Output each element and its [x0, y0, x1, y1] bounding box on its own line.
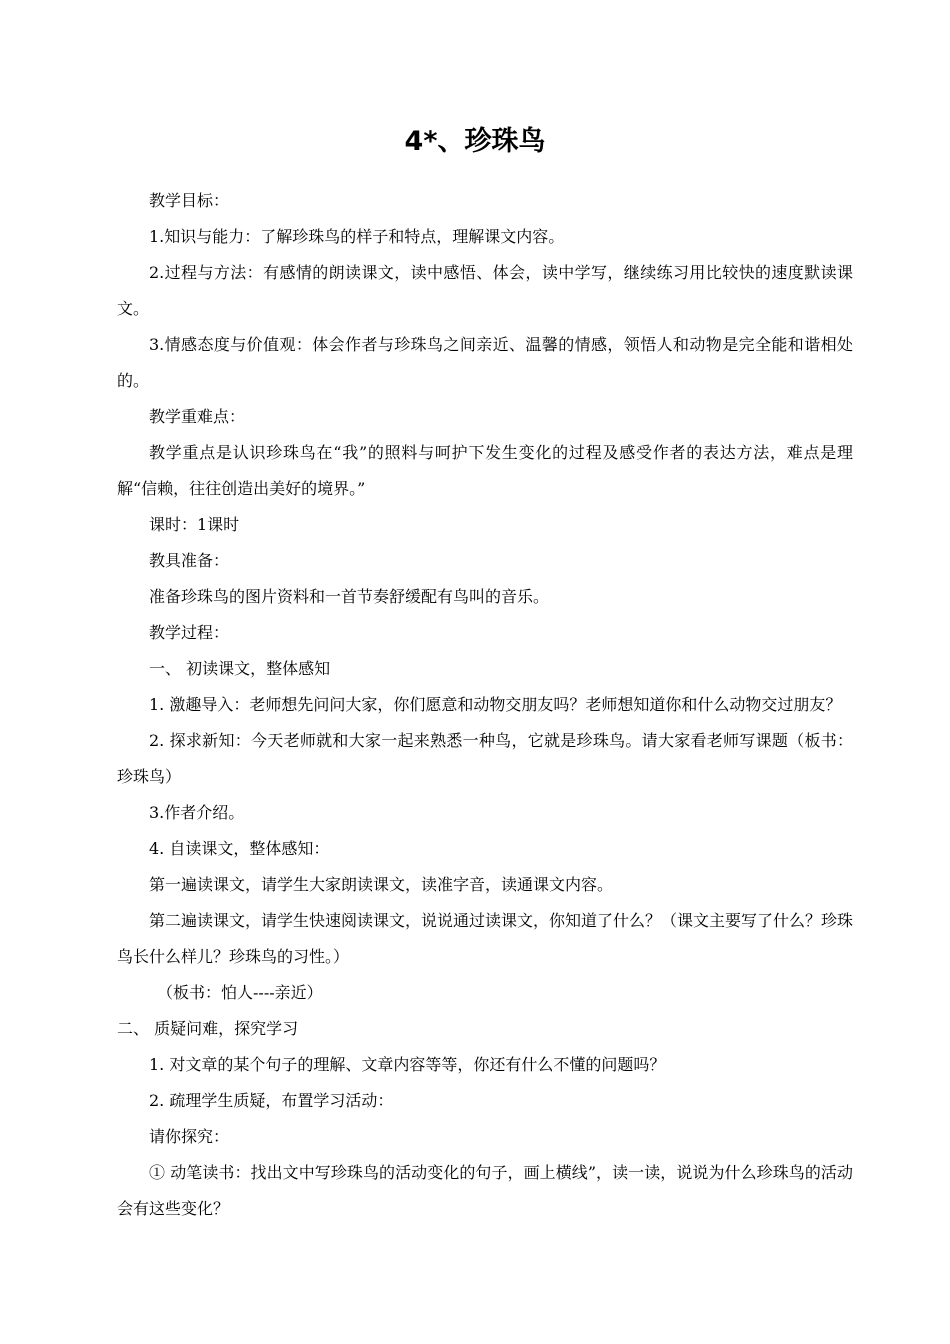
paragraph: 教学重难点：	[149, 407, 246, 426]
paragraph: 教学重点是认识珍珠鸟在“我”的照料与呵护下发生变化的过程及感受作者的表达方法，难点是理解“信赖，往往创造出美好的境界。”	[117, 443, 853, 498]
document-title: 4*、珍珠鸟	[404, 126, 546, 157]
paragraph: 3.情感态度与价值观：体会作者与珍珠鸟之间亲近、温馨的情感，领悟人和动物是完全能和谐相处的。	[117, 335, 853, 390]
document-body	[117, 183, 853, 1227]
paragraph: 教学目标：	[149, 191, 230, 210]
paragraph: 1.知识与能力：了解珍珠鸟的样子和特点，理解课文内容。	[149, 227, 565, 246]
paragraph: 1. 激趣导入：老师想先问问大家，你们愿意和动物交朋友吗？老师想知道你和什么动物交过朋友？	[149, 695, 842, 714]
paragraph: （板书：怕人----亲近）	[157, 983, 323, 1002]
paragraph: 准备珍珠鸟的图片资料和一首节奏舒缓配有鸟叫的音乐。	[149, 587, 550, 606]
paragraph: 请你探究：	[149, 1127, 230, 1146]
paragraph: 第一遍读课文，请学生大家朗读课文，读准字音，读通课文内容。	[149, 875, 614, 894]
section-heading: 二、 质疑问难，探究学习	[117, 1019, 299, 1038]
paragraph: 1. 对文章的某个句子的理解、文章内容等等，你还有什么不懂的问题吗？	[149, 1055, 666, 1074]
section-heading: 一、 初读课文，整体感知	[149, 659, 331, 678]
paragraph: ① 动笔读书：找出文中写珍珠鸟的活动变化的句子，画上横线”，读一读，说说为什么珍珠鸟的活动会有这些变化？	[117, 1163, 853, 1218]
paragraph: 2.过程与方法：有感情的朗读课文，读中感悟、体会，读中学写，继续练习用比较快的速度默读课文。	[117, 263, 853, 318]
paragraph: 课时：1课时	[149, 515, 240, 534]
paragraph: 教具准备：	[149, 551, 230, 570]
paragraph: 4. 自读课文，整体感知：	[149, 839, 330, 858]
paragraph: 2. 探求新知：今天老师就和大家一起来熟悉一种鸟，它就是珍珠鸟。请大家看老师写课题（板书：珍珠鸟）	[117, 731, 853, 786]
paragraph: 教学过程：	[149, 623, 230, 642]
paragraph: 3.作者介绍。	[149, 803, 245, 822]
paragraph: 第二遍读课文，请学生快速阅读课文，说说通过读课文，你知道了什么？（课文主要写了什么？珍珠鸟长什么样儿？珍珠鸟的习性。）	[117, 911, 854, 966]
paragraph: 2. 疏理学生质疑，布置学习活动：	[149, 1091, 394, 1110]
